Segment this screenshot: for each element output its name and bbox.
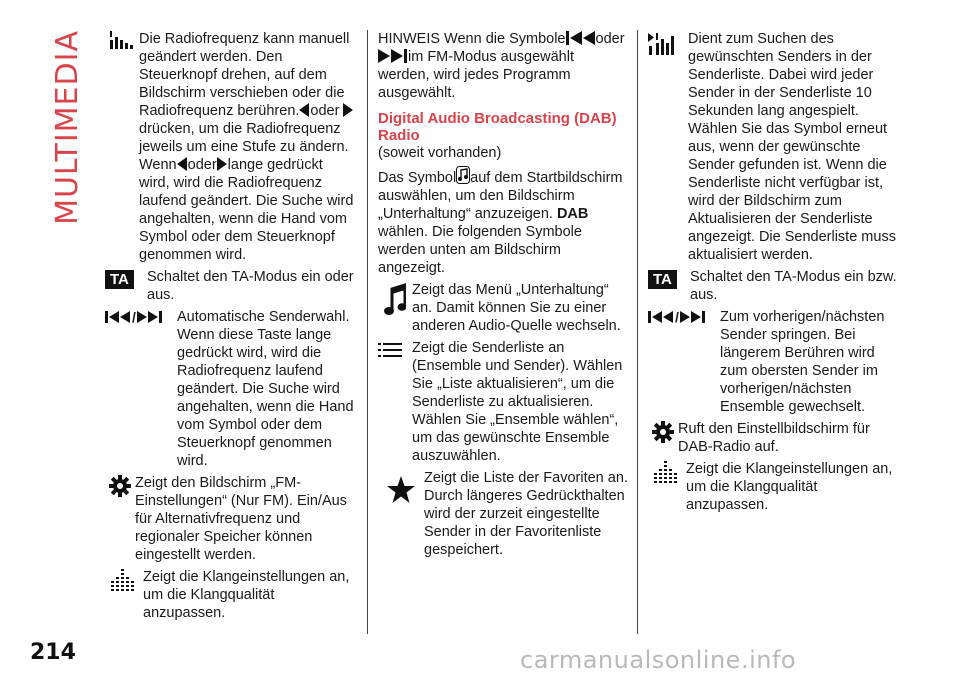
seek-icons [105, 308, 177, 326]
entry-sound-settings [105, 568, 355, 622]
favorites-text: Zeigt die Liste der Favoriten an. Durch längeres Gedrückthalten wird der zurzeit eingestellte Sender in der Favoritenliste gespeichert. [424, 470, 628, 558]
entry-fm-settings [105, 474, 355, 564]
skip-back-icon [566, 31, 596, 45]
manual-tuning-text: drücken, um die Radiofrequenz jeweils um eine Stufe zu ändern. Wenn [139, 121, 349, 173]
prev-arrow-icon [177, 157, 188, 171]
list-icon [378, 339, 412, 357]
entry-entertainment-menu [378, 281, 628, 335]
music-note-icon [456, 166, 470, 184]
column-divider [637, 30, 638, 634]
gear-icon [648, 420, 678, 443]
or-word: oder [187, 157, 217, 173]
skip-forward-icon [137, 311, 163, 323]
availability-note: (soweit vorhanden) [378, 145, 502, 161]
entertainment-menu-text: Zeigt das Menü „Unterhaltung“ an. Damit können Sie zu einer anderen Audio-Quelle wechseln. [412, 282, 621, 334]
entry-prev-next [648, 308, 898, 416]
entry-station-list [378, 339, 628, 465]
manual-tuning-text: lange gedrückt wird, wird die Radiofrequenz laufend geändert. Die Suche wird angehalten, wenn die Hand vom Symbol oder dem Steuerknopf genommen wird. [139, 157, 354, 263]
page-number: 214 [30, 640, 76, 665]
entry-ta-mode [105, 268, 355, 304]
ta-icon: TA [648, 268, 690, 289]
scan-text: Dient zum Suchen des gewünschten Senders in der Senderliste. Dabei wird jeder Sender in der Senderliste 10 Sekunden lang angespielt. Wählen Sie das Symbol erneut aus, wenn der gewünschte Sender gefunden ist. Wenn die Senderliste nicht verfügbar ist, wird der Bildschirm zum Aktualisieren der Senderliste angezeigt. Die Senderliste muss aktualisiert werden. [688, 31, 896, 263]
section-title: MULTIMEDIA [50, 30, 85, 225]
music-note-icon [378, 281, 412, 317]
slash: / [675, 309, 679, 325]
entry-manual-tuning [105, 30, 355, 264]
dab-heading: Digital Audio Broadcasting (DAB) Radio [378, 110, 617, 144]
auto-seek-text: Automatische Senderwahl. Wenn diese Taste lange gedrückt wird, wird die Radiofrequenz laufend geändert. Die Suche wird angehalten, wenn die Hand vom Symbol oder dem Steuerknopf genommen wird. [177, 309, 354, 469]
signal-strength-tuning-icon [105, 30, 139, 49]
column-3 [648, 30, 898, 518]
dab-settings-text: Ruft den Einstellbildschirm für DAB-Radio auf. [678, 421, 870, 455]
entry-dab-settings [648, 420, 898, 456]
manual-tuning-text: Die Radiofrequenz kann manuell geändert werden. Den Steuerknopf drehen, auf dem Bildschirm verschieben oder die Radiofrequenz berühren. [139, 31, 350, 119]
hint-paragraph: HINWEIS Wenn die Symbole oder im FM-Modus ausgewählt werden, wird jedes Programm ausgewählt. [378, 31, 625, 101]
entry-scan [648, 30, 898, 264]
entry-sound-settings [648, 460, 898, 514]
star-icon [378, 469, 424, 505]
skip-back-icon [105, 311, 131, 323]
scan-icon [648, 30, 688, 55]
next-arrow-icon [217, 157, 228, 171]
skip-back-icon [648, 311, 674, 323]
ta-mode-text: Schaltet den TA-Modus ein bzw. aus. [690, 269, 897, 303]
slash: / [132, 309, 136, 325]
column-divider [367, 30, 368, 634]
skip-forward-icon [680, 311, 706, 323]
gear-icon [105, 474, 135, 497]
dab-intro: Das Symbol auf dem Startbildschirm auswählen, um den Bildschirm „Unterhaltung“ anzuzeigen. DAB wählen. Die folgenden Symbole werden unten am Bildschirm angezeigt. [378, 166, 628, 277]
watermark: carmanualsonline.info [520, 646, 797, 674]
entry-ta-mode [648, 268, 898, 304]
sound-settings-text: Zeigt die Klangeinstellungen an, um die Klangqualität anzupassen. [686, 461, 893, 513]
entry-favorites [378, 469, 628, 559]
fm-settings-text: Zeigt den Bildschirm „FM-Einstellungen“ (Nur FM). Ein/Aus für Alternativfrequenz und regionaler Speicher können eingestellt werden. [135, 475, 347, 563]
sound-settings-text: Zeigt die Klangeinstellungen an, um die Klangqualität anzupassen. [143, 569, 350, 621]
skip-forward-icon [378, 49, 408, 63]
or-word: oder [310, 103, 340, 119]
prev-next-text: Zum vorherigen/nächsten Sender springen. Bei längerem Berühren wird zum obersten Sender im vorherigen/nächsten Ensemble gewechselt. [720, 309, 885, 415]
column-2 [378, 30, 628, 563]
station-list-text: Zeigt die Senderliste an (Ensemble und Sender). Wählen Sie „Liste aktualisieren“, um die Senderliste zu aktualisieren. Wählen Sie „Ensemble wählen“, um das gewünschte Ensemble auszuwählen. [412, 340, 623, 464]
entry-auto-seek [105, 308, 355, 470]
seek-icons [648, 308, 720, 326]
ta-mode-text: Schaltet den TA-Modus ein oder aus. [147, 269, 354, 303]
column-1 [105, 30, 355, 626]
equalizer-icon [648, 460, 686, 483]
next-arrow-icon [343, 103, 354, 117]
prev-arrow-icon [299, 103, 310, 117]
equalizer-icon [105, 568, 143, 591]
ta-icon: TA [105, 268, 147, 289]
